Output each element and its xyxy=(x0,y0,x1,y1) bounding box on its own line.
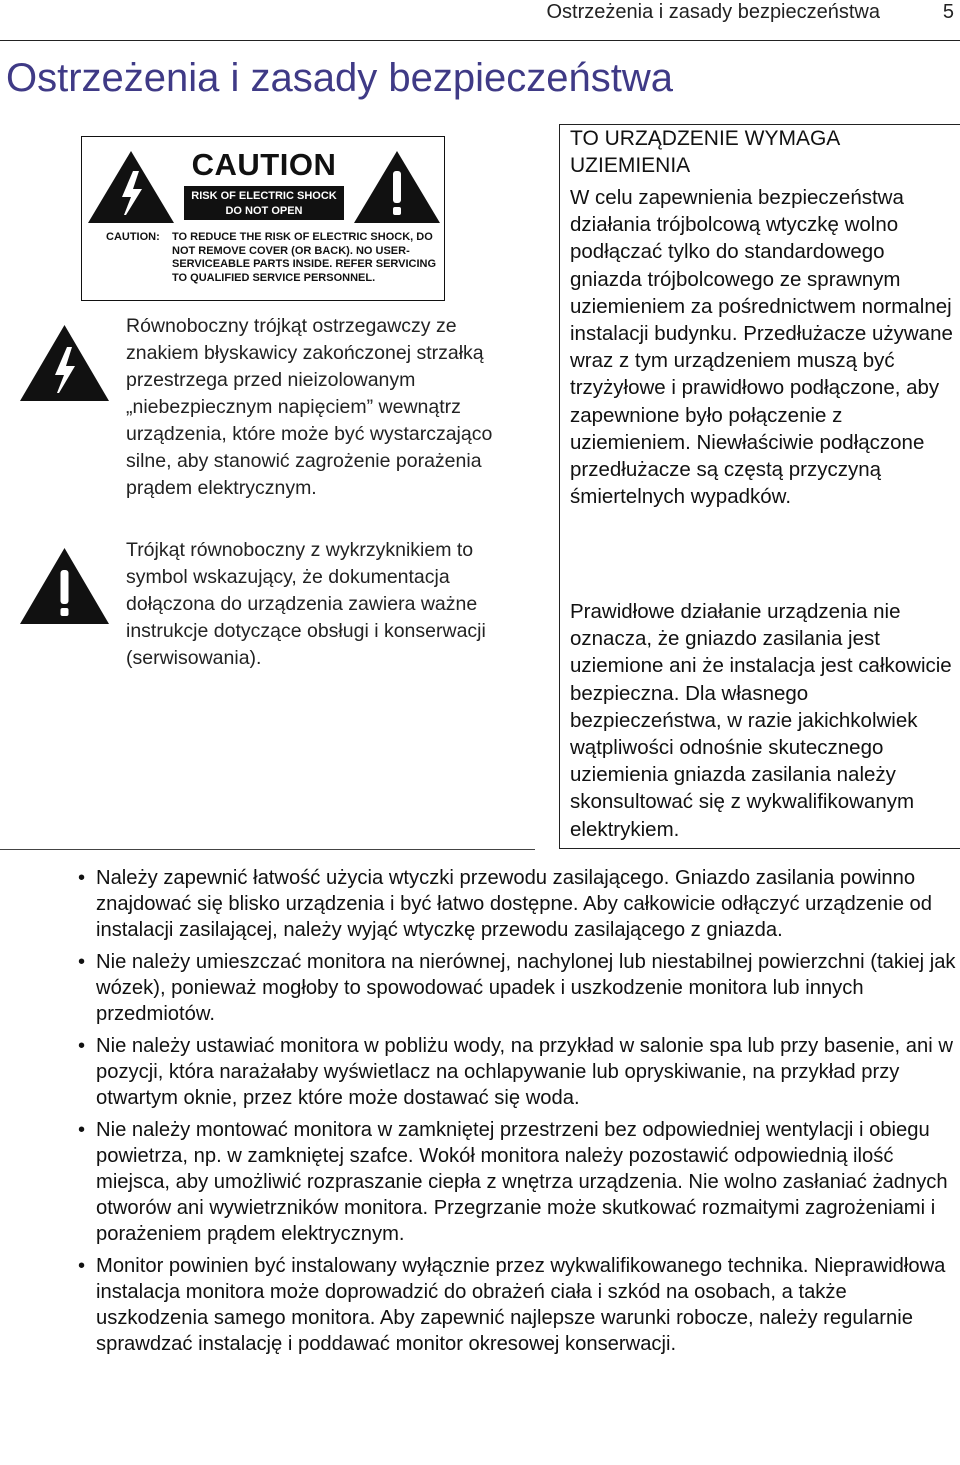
bullet-marker: • xyxy=(78,1119,86,1141)
running-header-title: Ostrzeżenia i zasady bezpieczeństwa xyxy=(546,1,880,23)
page-header xyxy=(0,0,960,41)
exclamation-triangle-icon xyxy=(18,546,111,626)
grounding-paragraph-1: W celu zapewnienia bezpieczeństwa działania trójbolcową wtyczkę wolno podłączać tylko do standardowego gniazda trójbolcowego ze sprawnym uziemieniem za pośrednictwem normalnej instalacji budynku. Przedłużacze używane wraz z tym urządzeniem muszą być trzyżyłowe i prawidłowo podłączone, aby zapewnione było połączenie z uziemieniem. Niewłaściwie podłączone przedłużacze są częstą przyczyną śmiertelnych wypadków. xyxy=(570,186,953,509)
bullet-marker: • xyxy=(78,951,86,973)
list-item xyxy=(76,1117,956,1247)
bullet-marker: • xyxy=(78,867,86,889)
caution-title: CAUTION xyxy=(191,147,337,182)
grounding-box xyxy=(559,124,960,849)
exclamation-symbol-description: Trójkąt równoboczny z wykrzyknikiem to symbol wskazujący, że dokumentacja dołączona do urządzenia zawiera ważne instrukcje dotyczące obsługi i konserwacji (serwisowania). xyxy=(126,539,486,669)
safety-bullet-list xyxy=(76,865,956,1363)
bullet-text: Nie należy ustawiać monitora w pobliżu wody, na przykład w salonie spa lub przy basenie, ani w pozycji, która narażałaby wyświetlacz na ochlapywanie lub opryskiwanie, na przykład przy otwartym oknie, przez które może dostawać się woda. xyxy=(96,1035,953,1109)
caution-text: TO REDUCE THE RISK OF ELECTRIC SHOCK, DO NOT REMOVE COVER (OR BACK). NO USER-SERVICEABLE PARTS INSIDE. REFER SERVICING TO QUALIFIED SERVICE PERSONNEL. xyxy=(172,231,437,284)
bullet-marker: • xyxy=(78,1255,86,1277)
lightning-symbol-description: Równoboczny trójkąt ostrzegawczy ze znakiem błyskawicy zakończonej strzałką przestrzega przed nieizolowanym „niebezpiecznym napięciem” wewnątrz urządzenia, które może być wystarczająco silne, aby stanowić zagrożenie porażenia prądem elektrycznym. xyxy=(126,315,493,499)
page-title: Ostrzeżenia i zasady bezpieczeństwa xyxy=(6,56,673,100)
list-item xyxy=(76,949,956,1027)
bullet-text: Należy zapewnić łatwość użycia wtyczki przewodu zasilającego. Gniazdo zasilania powinno znajdować się blisko urządzenia i być łatwo dostępne. Aby całkowicie odłączyć urządzenie od instalacji zasilającej, należy wyjąć wtyczkę przewodu zasilającego z gniazda. xyxy=(96,867,932,941)
caution-prefix: CAUTION: xyxy=(106,231,160,243)
bullet-marker: • xyxy=(78,1035,86,1057)
list-item xyxy=(76,1033,956,1111)
column-divider xyxy=(0,849,535,850)
list-item xyxy=(76,865,956,943)
bullet-text: Monitor powinien być instalowany wyłącznie przez wykwalifikowanego technika. Nieprawidłowa instalacja monitora może doprowadzić do obrażeń ciała i szkód na osobach, a także uszkodzenia samego monitora. Aby zapewnić najlepsze warunki robocze, należy regularnie sprawdzać instalację i poddawać monitor okresowej konserwacji. xyxy=(96,1255,946,1355)
caution-band: RISK OF ELECTRIC SHOCK DO NOT OPEN xyxy=(184,186,344,220)
list-item xyxy=(76,1253,956,1357)
bullet-text: Nie należy umieszczać monitora na nierównej, nachylonej lub niestabilnej powierzchni (takiej jak wózek), ponieważ mogłoby to spowodować upadek i uszkodzenie monitora lub innych przedmiotów. xyxy=(96,951,956,1025)
page-number: 5 xyxy=(942,1,954,23)
lightning-triangle-icon xyxy=(18,323,111,403)
bullet-text: Nie należy montować monitora w zamkniętej przestrzeni bez odpowiedniej wentylacji i obiegu powietrza, np. w zamkniętej szafce. Wokół monitora należy pozostawić odpowiednią ilość miejsca, aby umożliwić rozpraszanie ciepła z wnętrza urządzenia. Nie wolno zasłaniać żadnych otworów ani wywietrzników monitora. Przegrzanie może skutkować rozmaitymi zagrożeniami i porażeniem prądem elektrycznym. xyxy=(96,1119,948,1245)
exclamation-warning-icon xyxy=(352,149,442,225)
lightning-warning-icon xyxy=(86,149,176,225)
caution-label xyxy=(81,136,445,301)
grounding-paragraph-2: Prawidłowe działanie urządzenia nie oznacza, że gniazdo zasilania jest uziemione ani że instalacja jest całkowicie bezpieczna. Dla własnego bezpieczeństwa, w razie jakichkolwiek wątpliwości odnośnie skutecznego uziemienia gniazda zasilania należy skonsultować się z wykwalifikowanym elektrykiem. xyxy=(570,600,952,841)
grounding-title: TO URZĄDZENIE WYMAGA UZIEMIENIA xyxy=(570,127,840,177)
